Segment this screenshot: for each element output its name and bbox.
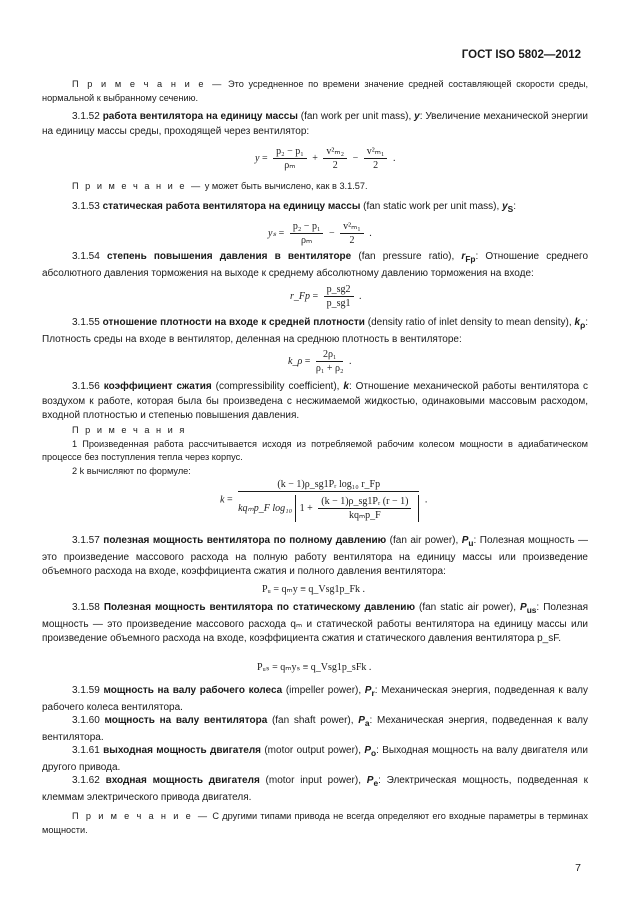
clause-definition: : Отношение среднего абсолютного давления торможения на выходе к среднему абсолютному давлению торможения на входе: — [42, 251, 589, 279]
inner-denominator: kqₘp_F — [348, 510, 381, 521]
fraction-denominator: ρₘ — [301, 235, 313, 246]
clause-english: (fan air power), — [389, 535, 459, 546]
clause-definition: : Выходная мощность на валу двигателя или другого привода. — [42, 745, 588, 773]
formula-3-1-53: yₛ = $\frac{\text{p₂ − p₁}}{\text{ρₘ}}$ − $\frac{\text{v²ₘ₁}}{2}$ . — [268, 221, 372, 246]
clause-symbol: k — [343, 381, 349, 392]
clause-english: (motor input power), — [265, 775, 361, 786]
clause-symbol-sub: ρ — [580, 320, 586, 330]
clause-term: мощность на валу вентилятора — [104, 715, 268, 726]
notes-label: П р и м е ч а н и я — [72, 425, 187, 435]
clause-english: (fan shaft power), — [271, 715, 354, 726]
clause-term: статическая работа вентилятора на единицу массы — [102, 201, 361, 212]
fraction-denominator: 2 — [332, 160, 338, 171]
clause-number: 3.1.60 — [72, 715, 100, 726]
fraction-numerator: (k − 1)ρ_sg1Pᵣ log₁₀ r_Fp — [238, 478, 419, 492]
fraction-numerator: v²ₘ₂ — [323, 145, 347, 159]
clause-3-1-55 — [42, 316, 588, 347]
fraction-numerator: v²ₘ₁ — [364, 145, 388, 159]
formula-3-1-56: k = (k − 1)ρ_sg1Pᵣ log₁₀ r_Fp kqₘp_F log₁₀ 1 + (k − 1)ρ_sg1Pᵣ (r − 1) kqₘp_F . — [220, 479, 428, 521]
denominator-left: kqₘp_F log₁₀ — [238, 502, 293, 514]
standard-header: ГОСТ ISO 5802—2012 — [461, 49, 581, 61]
clause-term: выходная мощность двигателя — [103, 745, 262, 756]
clause-term: входная мощность двигателя — [105, 775, 260, 786]
clause-3-1-54 — [42, 250, 588, 281]
clause-term: работа вентилятора на единицу массы — [102, 111, 298, 122]
clause-english: (compressibility coefficient), — [215, 381, 340, 392]
clause-english: (fan pressure ratio), — [358, 251, 455, 262]
clause-definition: : Электрическая мощность, подведенная к клеммам электрического привода двигателя. — [42, 775, 588, 803]
note-1: 1 Произведенная работа рассчитывается исходя из потребляемой рабочим колесом мощности в адиабатическом процессе без поступления тепла через корпус. — [42, 438, 588, 462]
clause-symbol: P — [358, 715, 365, 726]
clause-english: (impeller power), — [285, 685, 362, 696]
formula-3-1-52: y = $\frac{\text{p₂ − p₁}}{\text{ρₘ}}$ + $\frac{\text{v²ₘ₂}}{2}$ − $\frac{\text{v²ₘ₁}}{2}$ . — [255, 146, 396, 171]
formula-3-1-55: k_ρ = $\frac{\text{2ρ₁}}{\text{ρ₁ + ρ₂}}$ . — [288, 349, 352, 374]
clause-tail: : — [513, 201, 516, 212]
clause-definition: : Плотность среды на входе в вентилятор, деленная на среднюю плотность в вентиляторе: — [42, 317, 589, 345]
clause-symbol-sub: e — [373, 778, 379, 788]
clause-definition: : Увеличение механической энергии на единицу массы среды, проходящей через вентилятор: — [42, 111, 588, 137]
clause-definition: : Полезная мощность — это произведение массового расхода qₘ и статической работы вентилятора на единицу массы или произведение объемного расхода на входе, коэффициента сжатия и статического давления вентилятора p_sF. — [42, 602, 588, 644]
clause-term: Полезная мощность вентилятора по статическому давлению — [103, 602, 415, 613]
note-label: П р и м е ч а н и е — — [72, 181, 203, 191]
clause-symbol-sub: o — [371, 748, 377, 758]
clause-3-1-52 — [42, 110, 588, 139]
clause-symbol: P — [364, 685, 372, 696]
inner-numerator: (k − 1)ρ_sg1Pᵣ (r − 1) — [318, 495, 411, 509]
formula-lhs: yₛ — [268, 227, 277, 239]
clause-english: (motor output power), — [264, 745, 362, 756]
clause-english: (density ratio of inlet density to mean density), — [367, 317, 572, 328]
clause-term: коэффициент сжатия — [103, 381, 212, 392]
formula-3-1-58: Pᵤₛ = qₘyₛ ≡ q_Vsg1p_sFk . — [257, 662, 372, 673]
clause-number: 3.1.59 — [72, 685, 100, 696]
formula-lhs: k — [220, 494, 225, 506]
clause-number: 3.1.56 — [72, 381, 100, 392]
clause-3-1-58 — [42, 601, 588, 647]
clause-term: степень повышения давления в вентиляторе — [106, 251, 352, 262]
clause-term: отношение плотности на входе к средней плотности — [102, 317, 365, 328]
fraction-numerator: p₂ − p₁ — [273, 145, 307, 159]
clause-english: (fan static air power), — [418, 602, 517, 613]
clause-definition: : Механическая энергия, подведенная к валу рабочего колеса вентилятора. — [42, 685, 589, 713]
clause-number: 3.1.55 — [72, 317, 100, 328]
formula-lhs: y — [255, 152, 260, 164]
fraction-denominator: ρₘ — [284, 160, 296, 171]
clause-symbol: y — [502, 201, 508, 212]
clause-english: (fan static work per unit mass), — [363, 201, 500, 212]
clause-symbol: y — [414, 111, 420, 122]
clause-number: 3.1.52 — [72, 111, 100, 122]
clause-symbol-sub: us — [526, 605, 537, 615]
clause-number: 3.1.53 — [72, 201, 100, 212]
clause-number: 3.1.54 — [72, 251, 100, 262]
clause-symbol: P — [366, 775, 374, 786]
note-top — [42, 78, 588, 105]
fraction-numerator: p₂ − p₁ — [290, 220, 324, 234]
clause-symbol: k — [574, 317, 581, 328]
page-number: 7 — [575, 862, 581, 874]
clause-term: мощность на валу рабочего колеса — [103, 685, 283, 696]
clause-english: (fan work per unit mass), — [300, 111, 412, 122]
formula-3-1-54: r_Fp = $\frac{p\_sg2}{p\_sg1}$ . — [290, 284, 362, 309]
fraction-numerator: p_sg2 — [324, 283, 354, 297]
clause-number: 3.1.57 — [72, 535, 100, 546]
fraction-denominator: 2 — [349, 235, 355, 246]
clause-3-1-59 — [42, 684, 588, 715]
note-bottom — [42, 810, 588, 837]
clause-number: 3.1.62 — [72, 775, 100, 786]
formula-3-1-57: Pᵤ = qₘy ≡ q_Vsg1p_Fk . — [262, 584, 366, 595]
note-label: П р и м е ч а н и е — — [72, 79, 224, 89]
clause-3-1-60 — [42, 714, 588, 745]
fraction-numerator: 2ρ₁ — [316, 348, 344, 362]
note-text: Это усредненное по времени значение средней составляющей скорости среды, нормальной к выбранному сечению. — [42, 79, 588, 103]
clause-3-1-53 — [42, 200, 588, 217]
clause-definition: : Механическая энергия, подведенная к валу вентилятора. — [42, 715, 589, 743]
clause-number: 3.1.61 — [72, 745, 100, 756]
fraction-denominator: ρ₁ + ρ₂ — [315, 363, 344, 374]
clause-symbol-sub: r — [371, 688, 375, 698]
clause-symbol-sub: u — [468, 538, 474, 548]
clause-symbol-sub: a — [364, 718, 370, 728]
note-3-1-52 — [42, 180, 588, 194]
note-2: 2 k вычисляют по формуле: — [72, 465, 191, 476]
clause-3-1-56 — [42, 380, 588, 424]
formula-lhs: k_ρ — [288, 355, 303, 367]
fraction-denominator: 2 — [373, 160, 379, 171]
clause-definition: : Полезная мощность — это произведение массового расхода на полную работу вентилятора на единицу массы или произведение объемного расхода на входе, коэффициента сжатия и полного давления вентилятора: — [42, 535, 589, 577]
note-label: П р и м е ч а н и е — — [72, 811, 210, 821]
fraction-numerator: v²ₘ₁ — [340, 220, 364, 234]
notes-3-1-56 — [42, 424, 588, 478]
clause-definition: : Отношение механической работы вентилятора с воздухом к работе, которая была бы произведена с несжимаемой жидкостью, одинаковыми массовым расходом, входной плотностью и степенью повышения давления. — [42, 381, 589, 421]
clause-3-1-61 — [42, 744, 588, 775]
clause-3-1-62 — [42, 774, 588, 805]
note-text: С другими типами привода не всегда определяют его входные параметры в терминах мощности. — [42, 811, 588, 835]
clause-symbol: P — [520, 602, 527, 613]
bracket-group: 1 + (k − 1)ρ_sg1Pᵣ (r − 1) kqₘp_F — [295, 495, 420, 522]
clause-3-1-57 — [42, 534, 588, 580]
clause-number: 3.1.58 — [72, 602, 100, 613]
clause-term: полезная мощность вентилятора по полному давлению — [103, 535, 387, 546]
formula-lhs: r_Fp — [290, 290, 310, 302]
clause-symbol: r — [461, 251, 466, 262]
fraction-denominator — [238, 492, 419, 522]
clause-symbol: P — [461, 535, 469, 546]
note-text: y может быть вычислено, как в 3.1.57. — [204, 181, 368, 191]
fraction-denominator: p_sg1 — [326, 298, 351, 309]
clause-symbol-sub: Fp — [465, 254, 476, 264]
clause-symbol: P — [364, 745, 372, 756]
clause-symbol-sub: S — [507, 204, 514, 214]
